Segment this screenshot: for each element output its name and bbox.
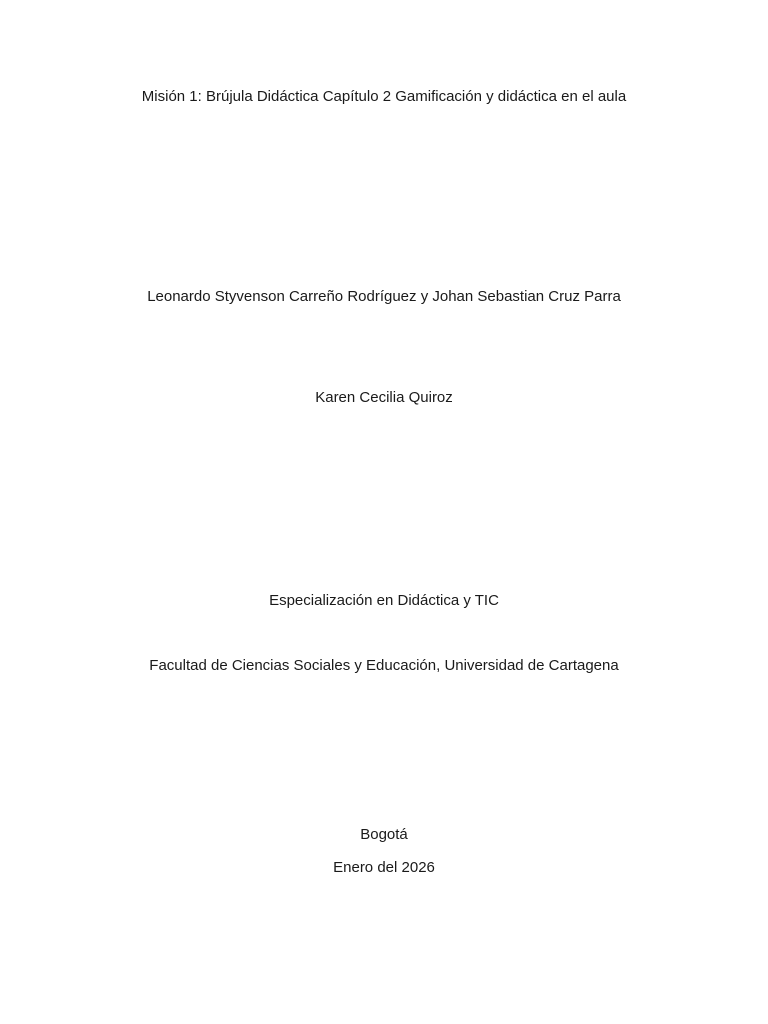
tutor-name: Karen Cecilia Quiroz [315, 389, 453, 406]
authors-line: Leonardo Styvenson Carreño Rodríguez y Johan Sebastian Cruz Parra [147, 288, 621, 305]
date: Enero del 2026 [333, 859, 435, 876]
city: Bogotá [360, 826, 408, 843]
document-title: Misión 1: Brújula Didáctica Capítulo 2 Gamificación y didáctica en el aula [141, 88, 627, 105]
program-name: Especialización en Didáctica y TIC [269, 592, 499, 609]
faculty-institution: Facultad de Ciencias Sociales y Educación, Universidad de Cartagena [149, 657, 619, 674]
